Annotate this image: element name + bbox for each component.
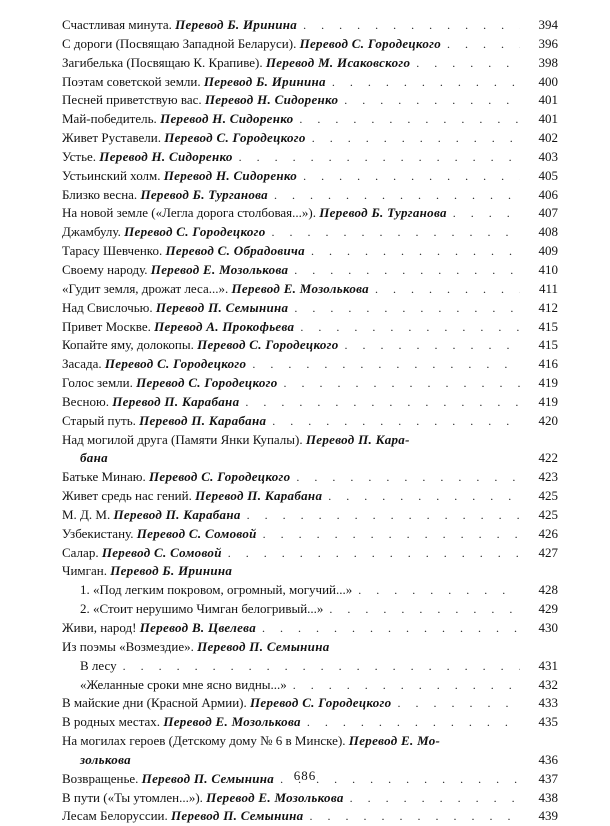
toc-entry [62,506,558,525]
entry-title: Живи, народ! Перевод В. Цвелева [62,620,257,635]
page-ref: 420 [538,412,558,428]
entry-title: Загибелька (Посвящаю К. Крапиве). Перевод М. Исаковского [62,54,411,70]
toc-entry [62,732,558,751]
toc-entry [62,35,558,54]
toc-entry [62,431,558,450]
entry-title: Засада. Перевод С. Городецкого [62,356,247,372]
entry-title: Батьке Минаю. Перевод С. Городецкого [62,469,291,485]
page-ref: 408 [538,224,558,240]
entry-title: Копайте яму, долокопы. Перевод С. Городецкого [62,337,339,353]
entry-title: В родных местах. Перевод Е. Мозолькова [62,714,301,730]
page-number: 686 [293,768,317,783]
page-ref: 398 [538,54,558,70]
entry-title: Над могилой друга (Памяти Янки Купалы). Перевод П. Кара- [62,431,410,447]
entry-title: В пути («Ты утомлен...»). Перевод Е. Мозолькова [62,789,344,805]
toc-entry [62,355,558,374]
page-ref: 427 [538,544,558,560]
page-ref: 426 [538,525,558,541]
page-ref: 430 [538,620,558,635]
toc-subentry [62,581,558,600]
entry-title: «Желанные сроки мне ясно видны...» [80,676,287,692]
entry-title: На могилах героев (Детскому дому № 6 в Минске). Перевод Е. Мо- [62,733,441,749]
toc-entry [62,16,558,35]
entry-title: Весною. Перевод П. Карабана [62,393,240,409]
page-ref: 435 [538,714,558,730]
page-ref: 405 [538,167,558,183]
page-ref: 429 [538,601,558,617]
entry-title: Салар. Перевод С. Сомовой [62,544,222,560]
toc-entry [62,54,558,73]
toc-entry [62,110,558,129]
toc-entry-group [62,638,558,657]
toc-entry [62,619,558,638]
page-ref: 431 [538,657,558,673]
entry-title: Устьинский холм. Перевод Н. Сидоренко [62,167,298,183]
toc-subentry [62,657,558,676]
toc-entry [62,525,558,544]
entry-title: Счастливая минута. Перевод Б. Иринина [62,17,298,32]
toc-entry [62,242,558,261]
page-ref: 401 [538,111,558,127]
toc-entry [62,299,558,318]
entry-title: Привет Москве. Перевод А. Прокофьева [62,318,295,334]
table-of-contents [62,16,558,826]
page-ref: 436 [538,751,558,767]
toc-entry [62,789,558,808]
toc-entry [62,167,558,186]
entry-title: Чимган. Перевод Б. Иринина [62,563,233,579]
toc-entry [62,412,558,431]
entry-title: М. Д. М. Перевод П. Карабана [62,506,241,522]
entry-title: Своему народу. Перевод Е. Мозолькова [62,261,289,277]
toc-entry-group [62,562,558,581]
page-ref: 419 [538,393,558,409]
toc-entry [62,468,558,487]
toc-entry [62,129,558,148]
toc-subentry [62,600,558,619]
toc-entry [62,393,558,412]
page-ref: 439 [538,808,558,824]
page-ref: 419 [538,375,558,391]
toc-entry [62,336,558,355]
entry-title: Голос земли. Перевод С. Городецкого [62,375,278,391]
toc-entry [62,318,558,337]
toc-entry [62,204,558,223]
page-ref: 407 [538,205,558,221]
page-ref: 394 [538,17,558,32]
entry-title: Песней приветствую вас. Перевод Н. Сидоренко [62,92,339,108]
entry-title: Над Свислочью. Перевод П. Семынина [62,299,289,315]
entry-title: Близко весна. Перевод Б. Турганова [62,186,268,202]
entry-title: Джамбулу. Перевод С. Городецкого [62,224,266,240]
toc-entry [62,374,558,393]
page-ref: 428 [538,582,558,598]
page-ref: 432 [538,676,558,692]
page-ref: 400 [538,73,558,89]
entry-title: 2. «Стоит нерушимо Чимган белогривый...» [80,601,324,617]
toc-entry [62,544,558,563]
toc-entry-continuation: золькова 436 [62,751,558,770]
page-ref: 422 [538,450,558,466]
toc-entry-continuation: бана 422 [62,449,558,468]
entry-title: С дороги (Посвящаю Западной Беларуси). Перевод С. Городецкого [62,35,442,51]
page-ref: 423 [538,469,558,485]
entry-title: Поэтам советской земли. Перевод Б. Иринина [62,73,326,89]
page-ref: 402 [538,130,558,146]
entry-title: 1. «Под легким покровом, огромный, могучий...» [80,582,353,598]
toc-entry [62,487,558,506]
page-ref: 401 [538,92,558,108]
page-ref: 416 [538,356,558,372]
page-ref: 396 [538,35,558,51]
page-ref: 415 [538,337,558,353]
entry-title: Из поэмы «Возмездие». Перевод П. Семынина [62,638,330,654]
entry-title: «Гудит земля, дрожат леса...». Перевод Е. Мозолькова [62,280,369,296]
page-ref: 410 [538,261,558,277]
entry-title: На новой земле («Легла дорога столбовая...»). Перевод Б. Турганова [62,205,447,221]
entry-title: Узбекистану. Перевод С. Сомовой [62,525,257,541]
toc-entry [62,694,558,713]
toc-entry [62,91,558,110]
entry-title: В лесу [80,657,117,673]
page-ref: 411 [538,280,558,296]
page-ref: 433 [538,695,558,711]
entry-title: Тарасу Шевченко. Перевод С. Обрадовича [62,243,305,259]
page-ref: 437 [538,770,558,786]
entry-title: Живет Руставели. Перевод С. Городецкого [62,130,306,146]
toc-entry [62,223,558,242]
entry-title: Возвращенье. Перевод П. Семынина [62,770,275,786]
toc-entry [62,73,558,92]
entry-title: Май-победитель. Перевод Н. Сидоренко [62,111,294,127]
toc-subentry [62,676,558,695]
entry-title: В майские дни (Красной Армии). Перевод С. Городецкого [62,695,392,711]
entry-title: Живет средь нас гений. Перевод П. Карабана [62,488,323,504]
toc-entry [62,148,558,167]
toc-entry [62,280,558,299]
toc-entry [62,713,558,732]
page-ref: 415 [538,318,558,334]
page-ref: 409 [538,243,558,259]
page-ref: 425 [538,506,558,522]
entry-title: Лесам Белоруссии. Перевод П. Семынина [62,808,304,824]
toc-entry [62,186,558,205]
page-ref: 406 [538,186,558,202]
entry-title: Устье. Перевод Н. Сидоренко [62,148,233,164]
toc-entry [62,261,558,280]
page-ref: 412 [538,299,558,315]
page-ref: 425 [538,488,558,504]
entry-title: Старый путь. Перевод П. Карабана [62,412,267,428]
toc-entry [62,807,558,826]
page-ref: 403 [538,148,558,164]
page-ref: 438 [538,789,558,805]
